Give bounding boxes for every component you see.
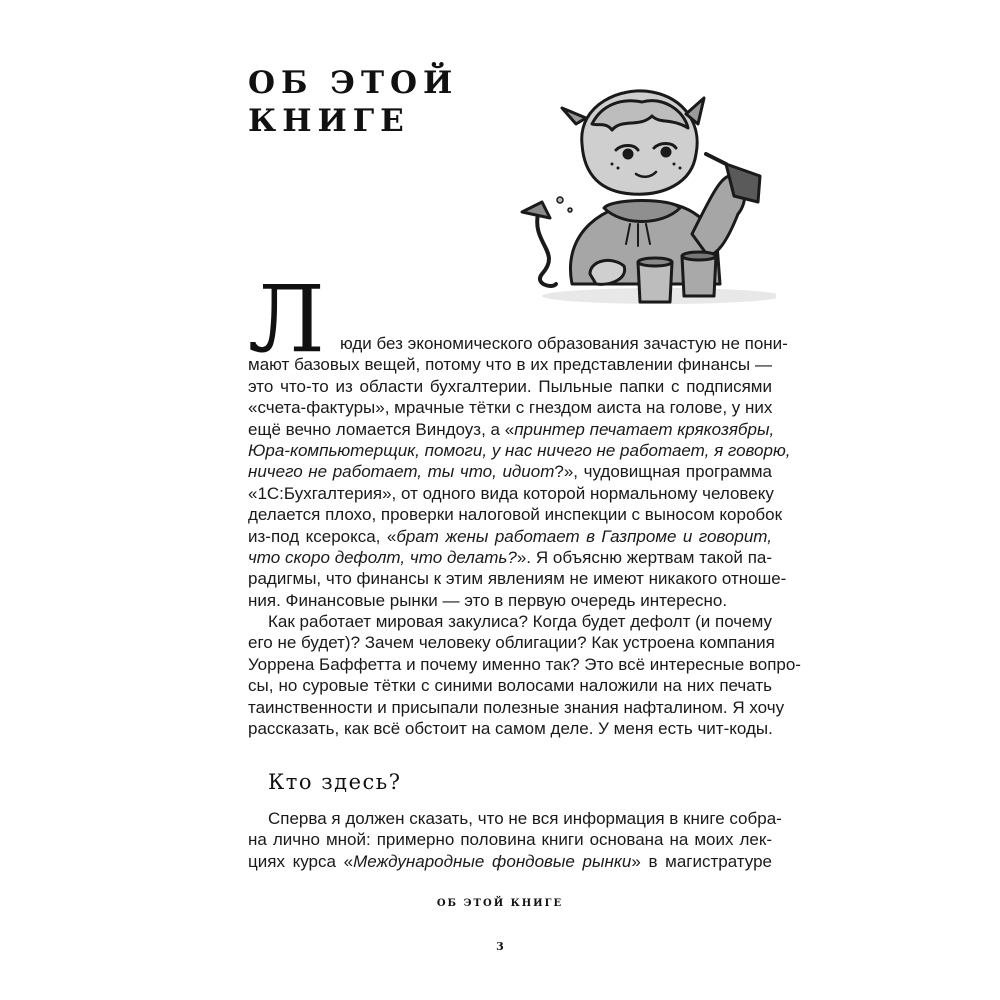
text-segment: на лично мной: примерно половина книги основана на моих лек- [248, 830, 772, 850]
text-line [248, 590, 772, 611]
text-segment: Сперва я должен сказать, что не вся информация в книге собра- [268, 809, 782, 828]
text-line [248, 483, 772, 504]
text-segment: ». Я объясню жертвам такой па- [516, 548, 773, 568]
italic-text: брат жены работает в Газпроме и говорит, [396, 526, 772, 546]
text-line: таинственности и присыпали полезные знания нафталином. Я хочу [248, 697, 785, 717]
text-line [248, 397, 772, 418]
text-line [248, 829, 772, 850]
text-line [248, 354, 772, 375]
text-segment: ещё вечно ломается Виндоуз, а « [248, 419, 515, 439]
text-line: Как работает мировая закулиса? Когда будет дефолт (и почему [268, 612, 772, 631]
text-segment: » в магистратуре [631, 851, 773, 871]
text-line: Уоррена Баффетта и почему именно так? Это всё интересные вопро- [248, 654, 801, 674]
chapter-title-line-2: КНИГЕ [248, 103, 410, 139]
italic-text: что скоро дефолт, что делать? [248, 548, 517, 568]
text-segment: ?», чудовищная программа [554, 462, 772, 482]
text-segment: это что-то из области бухгалтерии. Пыльные папки с подписями [248, 376, 772, 396]
italic-text: Международные фондовые рынки [353, 851, 632, 871]
chapter-title [248, 64, 548, 140]
text-line [248, 568, 787, 589]
text-line [248, 808, 782, 829]
text-segment: мают базовых вещей, потому что в их представлении финансы — [248, 355, 772, 375]
italic-text: принтер печатает крякозябры, [514, 419, 775, 439]
page-number: 3 [496, 940, 504, 953]
text-line [248, 526, 772, 547]
paragraph-2 [248, 611, 801, 739]
text-line: рассказать, как всё обстоит на самом деле. У меня есть чит-коды. [248, 719, 773, 739]
running-footer: ОБ ЭТОЙ КНИГЕ [436, 898, 564, 909]
text-line [248, 547, 772, 568]
text-segment: из-под ксерокса, « [248, 526, 397, 546]
text-line [248, 851, 772, 872]
chapter-title-line-1: ОБ ЭТОЙ [248, 65, 459, 101]
text-segment: делается плохо, проверки налоговой инспекции с выносом коробок [248, 505, 783, 525]
drop-cap: Л [248, 266, 325, 373]
text-segment: «1С:Бухгалтерия», от одного вида которой нормальному человеку [248, 483, 774, 503]
intro-paragraph [248, 333, 791, 611]
imp-illustration [512, 84, 776, 310]
italic-text: Юра-компьютерщик, помоги, у нас ничего не работает, я говорю, [248, 441, 791, 461]
text-line [248, 461, 772, 482]
text-segment: радигмы, что финансы к этим явлениям не имеют никакого отноше- [248, 569, 787, 589]
text-line [248, 333, 788, 354]
text-segment: юди без экономического образования зачастую не пони- [340, 334, 788, 353]
text-line: его не будет)? Зачем человеку облигации? Как устроена компания [248, 633, 775, 653]
text-line [248, 440, 791, 461]
section-paragraph [248, 808, 782, 872]
text-segment: ния. Финансовые рынки — это в первую очередь интересно. [248, 590, 728, 610]
italic-text: ничего не работает, ты что, идиот [248, 462, 555, 482]
text-segment: «счета-фактуры», мрачные тётки с гнездом аиста на голове, у них [248, 398, 773, 418]
text-line: сы, но суровые тётки с синими волосами наложили на них печать [248, 676, 772, 696]
text-segment: циях курса « [248, 851, 354, 871]
text-line [248, 504, 783, 525]
section-heading: Кто здесь? [268, 770, 402, 794]
text-line [248, 419, 775, 440]
text-line [248, 376, 772, 397]
